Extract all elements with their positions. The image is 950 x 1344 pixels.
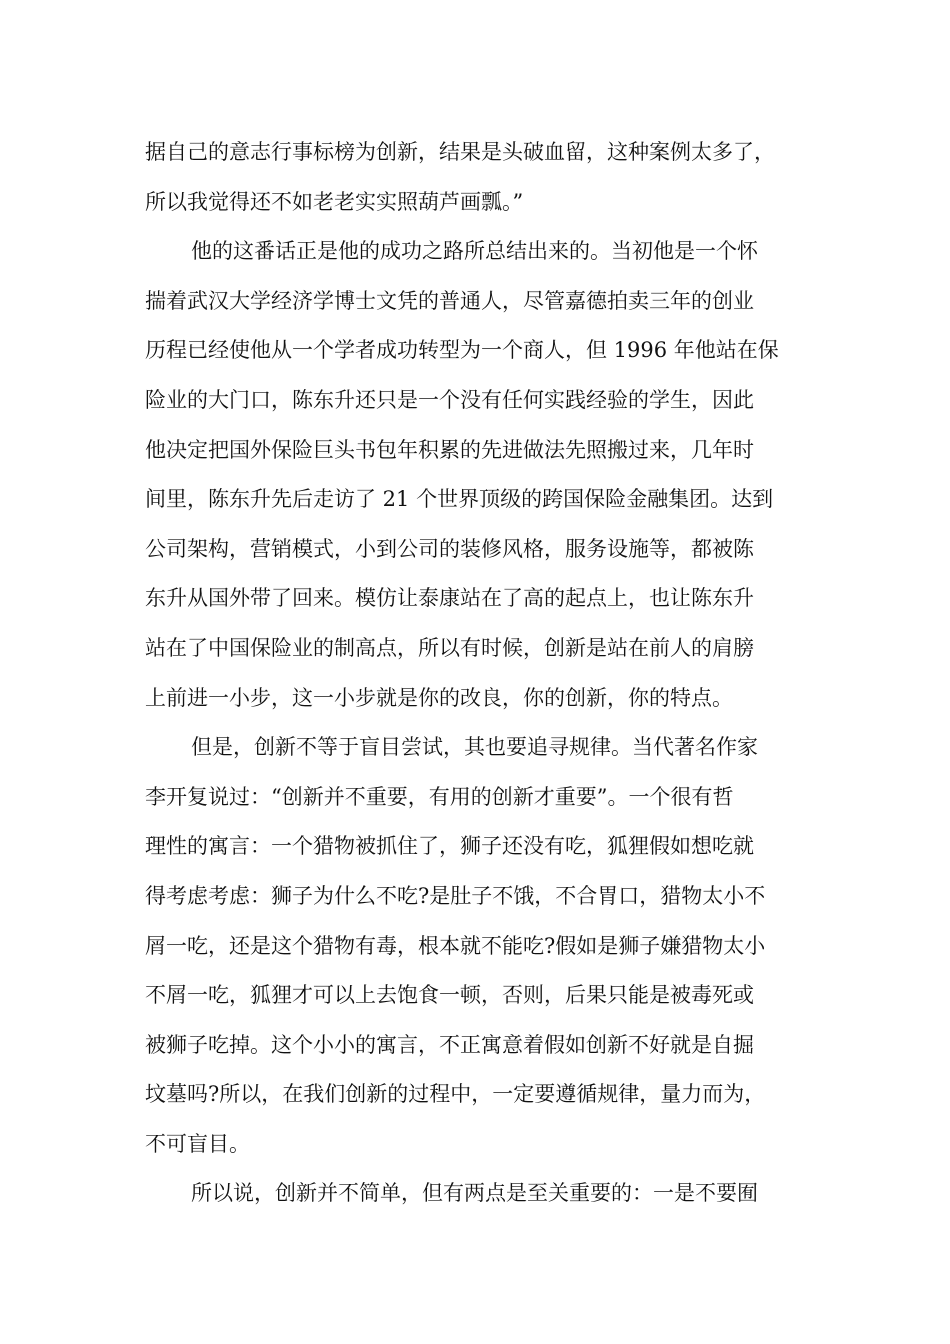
text-line: 所以说，创新并不简单，但有两点是至关重要的：一是不要囿 [191, 1181, 758, 1206]
paragraph [145, 128, 815, 227]
text-line: 得考虑考虑：狮子为什么不吃?是肚子不饿，不合胃口，猎物太小不 [145, 883, 766, 908]
paragraph [145, 723, 815, 1169]
text-line: 站在了中国保险业的制高点，所以有时候，创新是站在前人的肩膀 [145, 635, 754, 660]
text-line: 坟墓吗?所以，在我们创新的过程中，一定要遵循规律，量力而为， [145, 1082, 766, 1107]
text-line: 被狮子吃掉。这个小小的寓言，不正寓意着假如创新不好就是自掘 [145, 1032, 754, 1057]
text-line: 据自己的意志行事标榜为创新，结果是头破血留，这种案例太多了， [145, 140, 775, 164]
text-line: 历程已经使他从一个学者成功转型为一个商人，但 1996 年他站在保 [145, 338, 779, 363]
text-line: 不可盲目。 [145, 1131, 250, 1156]
document-body [145, 128, 815, 1219]
text-line: 间里，陈东升先后走访了 21 个世界顶级的跨国保险金融集团。达到 [145, 487, 774, 512]
text-line: 但是，创新不等于盲目尝试，其也要追寻规律。当代著名作家 [191, 735, 758, 760]
text-line: 李开复说过：“创新并不重要，有用的创新才重要”。一个很有哲 [145, 784, 734, 809]
paragraph [145, 227, 815, 723]
text-line: 不屑一吃，狐狸才可以上去饱食一顿，否则，后果只能是被毒死或 [145, 983, 754, 1008]
text-line: 所以我觉得还不如老老实实照葫芦画瓢。” [145, 189, 524, 214]
text-line: 揣着武汉大学经济学博士文凭的普通人，尽管嘉德拍卖三年的创业 [145, 288, 754, 313]
text-line: 上前进一小步，这一小步就是你的改良，你的创新，你的特点。 [145, 685, 733, 710]
text-line: 公司架构，营销模式，小到公司的装修风格，服务设施等，都被陈 [145, 536, 754, 561]
text-line: 他决定把国外保险巨头书包年积累的先进做法先照搬过来，几年时 [145, 437, 754, 462]
text-line: 屑一吃，还是这个猎物有毒，根本就不能吃?假如是狮子嫌猎物太小 [145, 933, 766, 958]
text-line: 东升从国外带了回来。模仿让泰康站在了高的起点上，也让陈东升 [145, 586, 754, 611]
paragraph [145, 1169, 815, 1219]
text-line: 他的这番话正是他的成功之路所总结出来的。当初他是一个怀 [191, 239, 758, 264]
text-line: 险业的大门口，陈东升还只是一个没有任何实践经验的学生，因此 [145, 387, 754, 412]
text-line: 理性的寓言：一个猎物被抓住了，狮子还没有吃，狐狸假如想吃就 [145, 834, 754, 859]
